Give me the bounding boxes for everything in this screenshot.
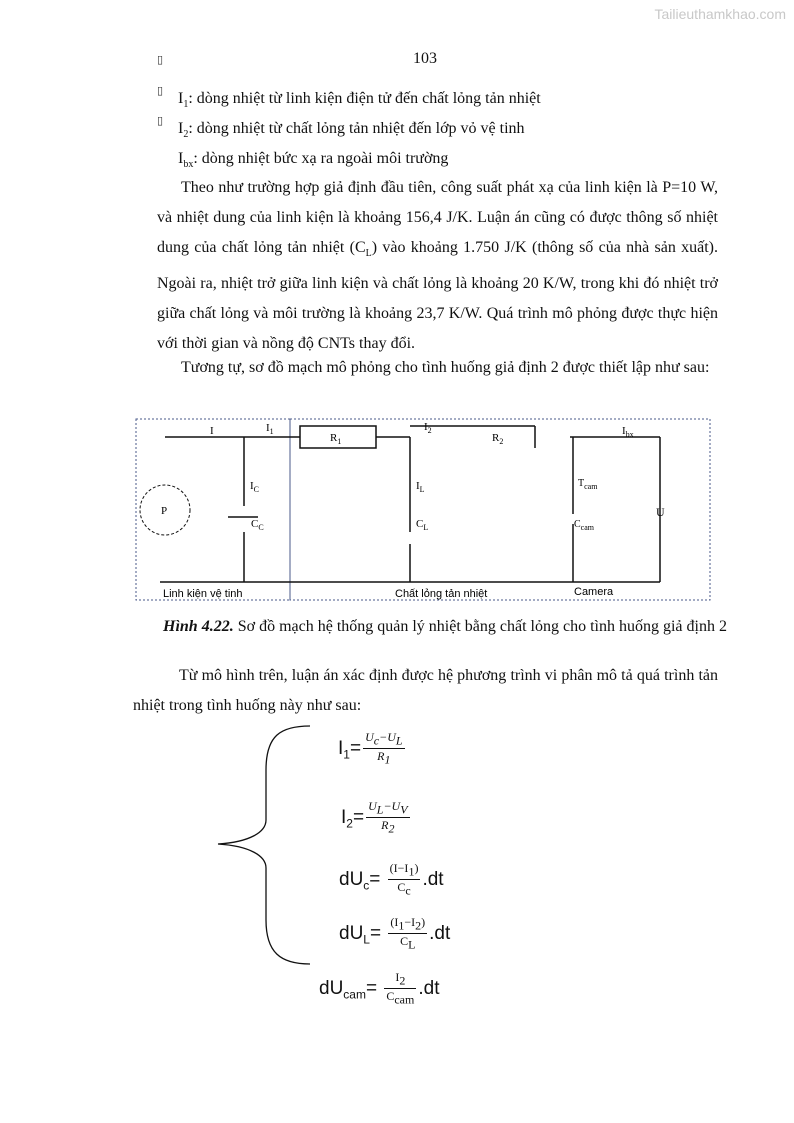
equation-dul: $dU_L=$ $\frac{(I_1-I_2)}{C_L}$ .dt — [339, 915, 451, 952]
bullet-item-ibx: $I_{bx}$: dòng nhiệt bức xạ ra ngoài môi trường — [178, 150, 449, 171]
label-r1: $R_1$ — [330, 432, 342, 446]
label-i2: $I_2$ — [424, 421, 432, 435]
equation-ducam: $dU_{cam}=$ $\frac{I_2}{C_{cam}}$ .dt — [319, 970, 440, 1007]
paragraph-3: Từ mô hình trên, luận án xác định được hệ phương trình vi phân mô tả quá trình tản nhiệt trong tình huống này như sau: — [133, 667, 718, 714]
paragraph-2: Tương tự, sơ đồ mạch mô phỏng cho tình huống giả định 2 được thiết lập như sau: — [181, 359, 710, 376]
page-number: 103 — [413, 50, 437, 67]
watermark: Tailieuthamkhao.com — [654, 6, 786, 22]
label-tcam: $T_{cam}$ — [578, 478, 598, 491]
caption-text: Sơ đồ mạch hệ thống quản lý nhiệt bằng chất lỏng cho tình huống giả định 2 — [237, 618, 727, 635]
label-ibx: $I_{bx}$ — [622, 425, 634, 439]
bullet-marker: ▯ — [157, 114, 164, 127]
equation-i2: $I_2=$ $\frac{U_L-U_V}{R_2}$ — [341, 799, 408, 836]
label-i: I — [210, 425, 214, 437]
region-component-box — [136, 419, 290, 600]
label-i1: $I_1$ — [266, 422, 274, 436]
label-cc: $C_C$ — [251, 518, 264, 532]
bullet-marker: ▯ — [157, 53, 164, 66]
paragraph-1: Theo như trường hợp giả định đầu tiên, công suất phát xạ của linh kiện là P=10 W, và nhiệt dung của linh kiện là khoảng 156,4 J/K. Luận án cũng có được thông số nhiệt dung của chất lỏng tản nhiệt $(C_L)$ vào khoảng 1.750 J/K (thông số của nhà sản xuất). Ngoài ra, nhiệt trở giữa linh kiện và chất lỏng là khoảng 20 K/W, trong khi đó nhiệt trở giữa chất lỏng và môi trường là khoảng 23,7 K/W. Quá trình mô phỏng được thực hiện với thời gian và nồng độ CNTs thay đổi. — [157, 179, 719, 353]
label-ccam: $C_{cam}$ — [574, 519, 594, 532]
curly-brace — [210, 720, 320, 970]
label-ic: $I_C$ — [250, 480, 260, 494]
equation-i1: $I_1=$ $\frac{U_c-U_L}{R_1}$ — [338, 730, 403, 767]
label-il: $I_L$ — [416, 480, 425, 494]
circuit-diagram — [130, 414, 720, 606]
label-cl: $C_L$ — [416, 518, 429, 532]
equation-duc: $dU_c=$ $\frac{(I-I_1)}{C_c}$ .dt — [339, 861, 444, 898]
caption-label: Hình 4.22. — [163, 618, 234, 635]
bullet-marker: ▯ — [157, 84, 164, 97]
label-u: U — [656, 505, 665, 519]
region-label-component: Linh kiện vệ tinh — [163, 588, 243, 600]
figure-caption — [135, 617, 755, 637]
label-p: P — [161, 505, 168, 517]
bullet-item-i1: $I_1$: dòng nhiệt từ linh kiện điện tử đến chất lỏng tản nhiệt — [178, 90, 541, 111]
region-liquid-camera-box — [290, 419, 710, 600]
label-r2: $R_2$ — [492, 432, 504, 446]
region-label-camera: Camera — [574, 586, 614, 598]
region-label-liquid: Chất lỏng tản nhiệt — [395, 588, 488, 600]
bullet-item-i2: $I_2$: dòng nhiệt từ chất lỏng tản nhiệt đến lớp vỏ vệ tinh — [178, 120, 525, 141]
